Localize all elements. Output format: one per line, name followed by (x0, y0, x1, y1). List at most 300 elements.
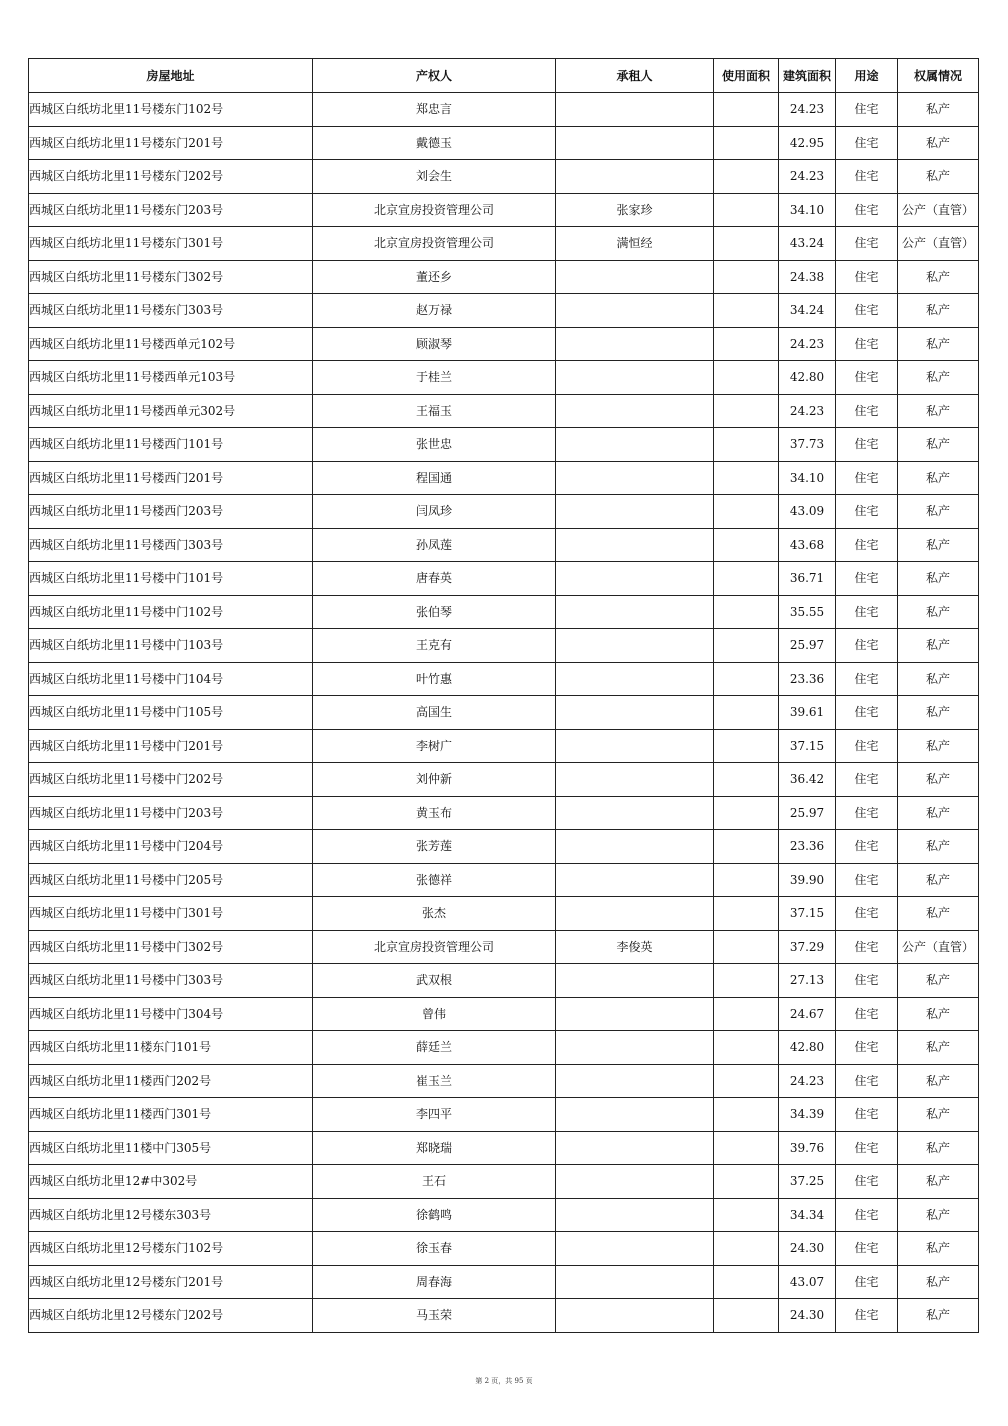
cell-usable-area (714, 796, 779, 830)
table-row (29, 160, 979, 194)
header-tenant: 承租人 (556, 59, 714, 93)
table-row (29, 696, 979, 730)
table-body (29, 93, 979, 1333)
cell-building-area: 25.97 (779, 629, 836, 663)
cell-ownership: 私产 (898, 361, 979, 395)
cell-usable-area (714, 1165, 779, 1199)
cell-usable-area (714, 997, 779, 1031)
cell-tenant (556, 1064, 714, 1098)
cell-address: 西城区白纸坊北里11号楼中门201号 (29, 729, 313, 763)
table-row (29, 796, 979, 830)
cell-address: 西城区白纸坊北里11号楼中门205号 (29, 863, 313, 897)
cell-building-area: 24.38 (779, 260, 836, 294)
cell-building-area: 24.30 (779, 1299, 836, 1333)
cell-tenant (556, 361, 714, 395)
cell-address: 西城区白纸坊北里12号楼东门201号 (29, 1265, 313, 1299)
cell-tenant: 李俊英 (556, 930, 714, 964)
cell-building-area: 43.07 (779, 1265, 836, 1299)
cell-owner: 郑晓瑞 (313, 1131, 556, 1165)
cell-owner: 张世忠 (313, 428, 556, 462)
cell-address: 西城区白纸坊北里11号楼中门301号 (29, 897, 313, 931)
cell-building-area: 35.55 (779, 595, 836, 629)
cell-ownership: 私产 (898, 327, 979, 361)
cell-address: 西城区白纸坊北里11楼东门101号 (29, 1031, 313, 1065)
cell-ownership: 私产 (898, 696, 979, 730)
cell-tenant (556, 294, 714, 328)
cell-usage: 住宅 (836, 1198, 898, 1232)
cell-ownership: 私产 (898, 729, 979, 763)
cell-building-area: 23.36 (779, 662, 836, 696)
cell-usable-area (714, 1198, 779, 1232)
cell-address: 西城区白纸坊北里11楼西门202号 (29, 1064, 313, 1098)
cell-usage: 住宅 (836, 361, 898, 395)
table-row (29, 595, 979, 629)
cell-usable-area (714, 361, 779, 395)
header-building-area: 建筑面积 (779, 59, 836, 93)
cell-tenant (556, 528, 714, 562)
cell-ownership: 公产（直管） (898, 193, 979, 227)
cell-usable-area (714, 863, 779, 897)
cell-owner: 闫凤珍 (313, 495, 556, 529)
cell-tenant (556, 595, 714, 629)
cell-usable-area (714, 394, 779, 428)
cell-address: 西城区白纸坊北里11号楼东门301号 (29, 227, 313, 261)
cell-building-area: 34.34 (779, 1198, 836, 1232)
page-footer: 第 2 页，共 95 页 (475, 1377, 533, 1385)
cell-owner: 李四平 (313, 1098, 556, 1132)
cell-usable-area (714, 227, 779, 261)
cell-address: 西城区白纸坊北里11号楼西单元103号 (29, 361, 313, 395)
cell-building-area: 39.76 (779, 1131, 836, 1165)
table-header-row (29, 59, 979, 93)
cell-building-area: 43.24 (779, 227, 836, 261)
table-row (29, 461, 979, 495)
table-row (29, 227, 979, 261)
cell-usable-area (714, 662, 779, 696)
cell-tenant (556, 1165, 714, 1199)
cell-tenant (556, 160, 714, 194)
table-row (29, 662, 979, 696)
cell-address: 西城区白纸坊北里11号楼东门102号 (29, 93, 313, 127)
cell-owner: 北京宣房投资管理公司 (313, 930, 556, 964)
cell-owner: 张杰 (313, 897, 556, 931)
cell-address: 西城区白纸坊北里12#中302号 (29, 1165, 313, 1199)
property-table (28, 58, 979, 1333)
cell-usage: 住宅 (836, 461, 898, 495)
cell-owner: 王石 (313, 1165, 556, 1199)
cell-ownership: 公产（直管） (898, 930, 979, 964)
cell-address: 西城区白纸坊北里11号楼西单元102号 (29, 327, 313, 361)
cell-address: 西城区白纸坊北里11号楼东门303号 (29, 294, 313, 328)
cell-address: 西城区白纸坊北里11号楼西门101号 (29, 428, 313, 462)
cell-tenant (556, 1265, 714, 1299)
table-row (29, 1031, 979, 1065)
cell-ownership: 私产 (898, 595, 979, 629)
cell-building-area: 42.95 (779, 126, 836, 160)
cell-owner: 顾淑琴 (313, 327, 556, 361)
cell-ownership: 私产 (898, 1165, 979, 1199)
table-row (29, 629, 979, 663)
table-row (29, 1198, 979, 1232)
table-row (29, 93, 979, 127)
cell-tenant (556, 863, 714, 897)
cell-building-area: 24.23 (779, 93, 836, 127)
cell-ownership: 私产 (898, 629, 979, 663)
cell-building-area: 34.39 (779, 1098, 836, 1132)
cell-tenant (556, 93, 714, 127)
cell-tenant (556, 1031, 714, 1065)
cell-ownership: 私产 (898, 260, 979, 294)
cell-ownership: 私产 (898, 1265, 979, 1299)
cell-ownership: 私产 (898, 1131, 979, 1165)
cell-ownership: 私产 (898, 1299, 979, 1333)
cell-usage: 住宅 (836, 93, 898, 127)
cell-building-area: 42.80 (779, 1031, 836, 1065)
cell-usable-area (714, 160, 779, 194)
table-row (29, 1299, 979, 1333)
cell-address: 西城区白纸坊北里12号楼东303号 (29, 1198, 313, 1232)
header-address: 房屋地址 (29, 59, 313, 93)
cell-usage: 住宅 (836, 495, 898, 529)
cell-ownership: 私产 (898, 562, 979, 596)
table-row (29, 1131, 979, 1165)
cell-usage: 住宅 (836, 562, 898, 596)
table-row (29, 863, 979, 897)
cell-owner: 王福玉 (313, 394, 556, 428)
cell-owner: 董还乡 (313, 260, 556, 294)
cell-address: 西城区白纸坊北里11号楼西门201号 (29, 461, 313, 495)
table-row (29, 495, 979, 529)
cell-usable-area (714, 193, 779, 227)
cell-ownership: 私产 (898, 1198, 979, 1232)
table-row (29, 1265, 979, 1299)
cell-building-area: 37.15 (779, 729, 836, 763)
cell-ownership: 私产 (898, 1031, 979, 1065)
cell-building-area: 34.10 (779, 193, 836, 227)
cell-address: 西城区白纸坊北里12号楼东门202号 (29, 1299, 313, 1333)
cell-usable-area (714, 1299, 779, 1333)
cell-ownership: 私产 (898, 461, 979, 495)
cell-building-area: 42.80 (779, 361, 836, 395)
cell-building-area: 37.29 (779, 930, 836, 964)
cell-usable-area (714, 830, 779, 864)
cell-ownership: 私产 (898, 662, 979, 696)
cell-usage: 住宅 (836, 327, 898, 361)
cell-ownership: 公产（直管） (898, 227, 979, 261)
cell-building-area: 25.97 (779, 796, 836, 830)
cell-owner: 曾伟 (313, 997, 556, 1031)
cell-usage: 住宅 (836, 930, 898, 964)
cell-usable-area (714, 1031, 779, 1065)
table-row (29, 763, 979, 797)
cell-usage: 住宅 (836, 997, 898, 1031)
cell-tenant (556, 126, 714, 160)
cell-building-area: 37.73 (779, 428, 836, 462)
cell-usage: 住宅 (836, 1064, 898, 1098)
cell-building-area: 27.13 (779, 964, 836, 998)
cell-tenant (556, 260, 714, 294)
cell-ownership: 私产 (898, 964, 979, 998)
cell-ownership: 私产 (898, 1232, 979, 1266)
cell-ownership: 私产 (898, 160, 979, 194)
cell-usage: 住宅 (836, 1165, 898, 1199)
table-row (29, 428, 979, 462)
cell-usage: 住宅 (836, 863, 898, 897)
cell-usable-area (714, 1232, 779, 1266)
cell-ownership: 私产 (898, 997, 979, 1031)
table-row (29, 528, 979, 562)
cell-address: 西城区白纸坊北里11号楼西门303号 (29, 528, 313, 562)
cell-usable-area (714, 1265, 779, 1299)
cell-building-area: 39.90 (779, 863, 836, 897)
cell-usage: 住宅 (836, 763, 898, 797)
cell-address: 西城区白纸坊北里11楼中门305号 (29, 1131, 313, 1165)
cell-owner: 孙凤莲 (313, 528, 556, 562)
cell-address: 西城区白纸坊北里11号楼中门303号 (29, 964, 313, 998)
cell-owner: 郑忠言 (313, 93, 556, 127)
cell-usable-area (714, 93, 779, 127)
cell-owner: 高国生 (313, 696, 556, 730)
cell-owner: 张德祥 (313, 863, 556, 897)
cell-owner: 崔玉兰 (313, 1064, 556, 1098)
table-row (29, 897, 979, 931)
cell-usage: 住宅 (836, 629, 898, 663)
cell-ownership: 私产 (898, 1098, 979, 1132)
cell-usage: 住宅 (836, 595, 898, 629)
cell-address: 西城区白纸坊北里11号楼西门203号 (29, 495, 313, 529)
cell-address: 西城区白纸坊北里11号楼东门302号 (29, 260, 313, 294)
cell-usage: 住宅 (836, 1131, 898, 1165)
cell-ownership: 私产 (898, 126, 979, 160)
cell-address: 西城区白纸坊北里11号楼东门203号 (29, 193, 313, 227)
cell-usable-area (714, 126, 779, 160)
cell-usage: 住宅 (836, 394, 898, 428)
cell-address: 西城区白纸坊北里11号楼中门104号 (29, 662, 313, 696)
cell-usage: 住宅 (836, 227, 898, 261)
cell-building-area: 34.10 (779, 461, 836, 495)
cell-tenant (556, 997, 714, 1031)
cell-ownership: 私产 (898, 294, 979, 328)
cell-usable-area (714, 1131, 779, 1165)
cell-owner: 张芳莲 (313, 830, 556, 864)
cell-owner: 程国通 (313, 461, 556, 495)
cell-owner: 王克有 (313, 629, 556, 663)
cell-ownership: 私产 (898, 796, 979, 830)
table-row (29, 126, 979, 160)
cell-building-area: 24.23 (779, 327, 836, 361)
cell-usage: 住宅 (836, 1265, 898, 1299)
cell-tenant (556, 830, 714, 864)
cell-ownership: 私产 (898, 495, 979, 529)
table-row (29, 562, 979, 596)
header-owner: 产权人 (313, 59, 556, 93)
cell-owner: 李树广 (313, 729, 556, 763)
cell-tenant (556, 964, 714, 998)
cell-building-area: 24.30 (779, 1232, 836, 1266)
cell-usable-area (714, 327, 779, 361)
table-row (29, 1232, 979, 1266)
cell-owner: 北京宣房投资管理公司 (313, 193, 556, 227)
table-row (29, 394, 979, 428)
cell-usable-area (714, 729, 779, 763)
cell-tenant (556, 428, 714, 462)
cell-usable-area (714, 763, 779, 797)
cell-address: 西城区白纸坊北里11号楼中门302号 (29, 930, 313, 964)
cell-usage: 住宅 (836, 160, 898, 194)
cell-tenant: 张家珍 (556, 193, 714, 227)
cell-owner: 薛廷兰 (313, 1031, 556, 1065)
cell-usage: 住宅 (836, 428, 898, 462)
cell-tenant (556, 495, 714, 529)
cell-usable-area (714, 1064, 779, 1098)
cell-tenant (556, 662, 714, 696)
cell-owner: 徐鹤鸣 (313, 1198, 556, 1232)
cell-usable-area (714, 964, 779, 998)
cell-owner: 刘仲新 (313, 763, 556, 797)
header-ownership: 权属情况 (898, 59, 979, 93)
cell-ownership: 私产 (898, 1064, 979, 1098)
table-row (29, 1098, 979, 1132)
cell-ownership: 私产 (898, 394, 979, 428)
cell-usage: 住宅 (836, 1031, 898, 1065)
cell-building-area: 43.09 (779, 495, 836, 529)
cell-tenant (556, 796, 714, 830)
cell-building-area: 36.42 (779, 763, 836, 797)
cell-tenant (556, 461, 714, 495)
cell-address: 西城区白纸坊北里11号楼西单元302号 (29, 394, 313, 428)
cell-address: 西城区白纸坊北里11号楼中门102号 (29, 595, 313, 629)
cell-tenant (556, 1131, 714, 1165)
table-row (29, 830, 979, 864)
table-row (29, 294, 979, 328)
table-row (29, 1064, 979, 1098)
cell-usage: 住宅 (836, 662, 898, 696)
cell-usage: 住宅 (836, 796, 898, 830)
cell-tenant (556, 1198, 714, 1232)
cell-building-area: 24.23 (779, 160, 836, 194)
header-usage: 用途 (836, 59, 898, 93)
cell-tenant (556, 763, 714, 797)
cell-usage: 住宅 (836, 830, 898, 864)
cell-usable-area (714, 595, 779, 629)
cell-address: 西城区白纸坊北里11号楼中门202号 (29, 763, 313, 797)
cell-tenant (556, 1098, 714, 1132)
cell-tenant (556, 629, 714, 663)
table-row (29, 1165, 979, 1199)
table-row (29, 361, 979, 395)
cell-usage: 住宅 (836, 193, 898, 227)
table-row (29, 260, 979, 294)
cell-usable-area (714, 1098, 779, 1132)
cell-address: 西城区白纸坊北里11号楼中门203号 (29, 796, 313, 830)
cell-usage: 住宅 (836, 696, 898, 730)
cell-ownership: 私产 (898, 863, 979, 897)
cell-building-area: 24.67 (779, 997, 836, 1031)
table-row (29, 997, 979, 1031)
cell-ownership: 私产 (898, 763, 979, 797)
cell-building-area: 39.61 (779, 696, 836, 730)
table-row (29, 729, 979, 763)
cell-usage: 住宅 (836, 729, 898, 763)
cell-tenant (556, 696, 714, 730)
cell-building-area: 24.23 (779, 394, 836, 428)
cell-ownership: 私产 (898, 830, 979, 864)
cell-usable-area (714, 930, 779, 964)
cell-ownership: 私产 (898, 93, 979, 127)
cell-owner: 赵万禄 (313, 294, 556, 328)
cell-usage: 住宅 (836, 294, 898, 328)
header-usable-area: 使用面积 (714, 59, 779, 93)
cell-building-area: 37.15 (779, 897, 836, 931)
cell-usage: 住宅 (836, 964, 898, 998)
cell-building-area: 34.24 (779, 294, 836, 328)
cell-address: 西城区白纸坊北里11号楼中门101号 (29, 562, 313, 596)
cell-owner: 叶竹惠 (313, 662, 556, 696)
cell-usable-area (714, 897, 779, 931)
cell-usable-area (714, 428, 779, 462)
cell-ownership: 私产 (898, 528, 979, 562)
cell-building-area: 36.71 (779, 562, 836, 596)
cell-tenant (556, 394, 714, 428)
cell-building-area: 37.25 (779, 1165, 836, 1199)
cell-owner: 于桂兰 (313, 361, 556, 395)
cell-owner: 唐春英 (313, 562, 556, 596)
cell-owner: 黄玉布 (313, 796, 556, 830)
cell-usage: 住宅 (836, 897, 898, 931)
cell-owner: 周春海 (313, 1265, 556, 1299)
cell-building-area: 43.68 (779, 528, 836, 562)
table-row (29, 327, 979, 361)
cell-usage: 住宅 (836, 126, 898, 160)
cell-ownership: 私产 (898, 897, 979, 931)
table-row (29, 930, 979, 964)
cell-owner: 武双根 (313, 964, 556, 998)
cell-owner: 马玉荣 (313, 1299, 556, 1333)
cell-tenant (556, 1232, 714, 1266)
cell-tenant (556, 327, 714, 361)
table-row (29, 193, 979, 227)
cell-address: 西城区白纸坊北里11号楼中门103号 (29, 629, 313, 663)
cell-address: 西城区白纸坊北里11楼西门301号 (29, 1098, 313, 1132)
cell-owner: 徐玉春 (313, 1232, 556, 1266)
cell-usage: 住宅 (836, 1299, 898, 1333)
cell-building-area: 24.23 (779, 1064, 836, 1098)
cell-usable-area (714, 495, 779, 529)
cell-owner: 刘会生 (313, 160, 556, 194)
cell-address: 西城区白纸坊北里11号楼东门202号 (29, 160, 313, 194)
cell-usage: 住宅 (836, 1098, 898, 1132)
cell-usable-area (714, 562, 779, 596)
cell-address: 西城区白纸坊北里11号楼东门201号 (29, 126, 313, 160)
cell-tenant: 满恒经 (556, 227, 714, 261)
cell-usable-area (714, 294, 779, 328)
cell-building-area: 23.36 (779, 830, 836, 864)
table-row (29, 964, 979, 998)
cell-ownership: 私产 (898, 428, 979, 462)
cell-usage: 住宅 (836, 528, 898, 562)
cell-tenant (556, 1299, 714, 1333)
cell-owner: 张伯琴 (313, 595, 556, 629)
cell-owner: 戴德玉 (313, 126, 556, 160)
cell-tenant (556, 897, 714, 931)
cell-usable-area (714, 528, 779, 562)
cell-address: 西城区白纸坊北里12号楼东门102号 (29, 1232, 313, 1266)
cell-usable-area (714, 629, 779, 663)
cell-usage: 住宅 (836, 260, 898, 294)
cell-address: 西城区白纸坊北里11号楼中门105号 (29, 696, 313, 730)
cell-usage: 住宅 (836, 1232, 898, 1266)
cell-tenant (556, 562, 714, 596)
